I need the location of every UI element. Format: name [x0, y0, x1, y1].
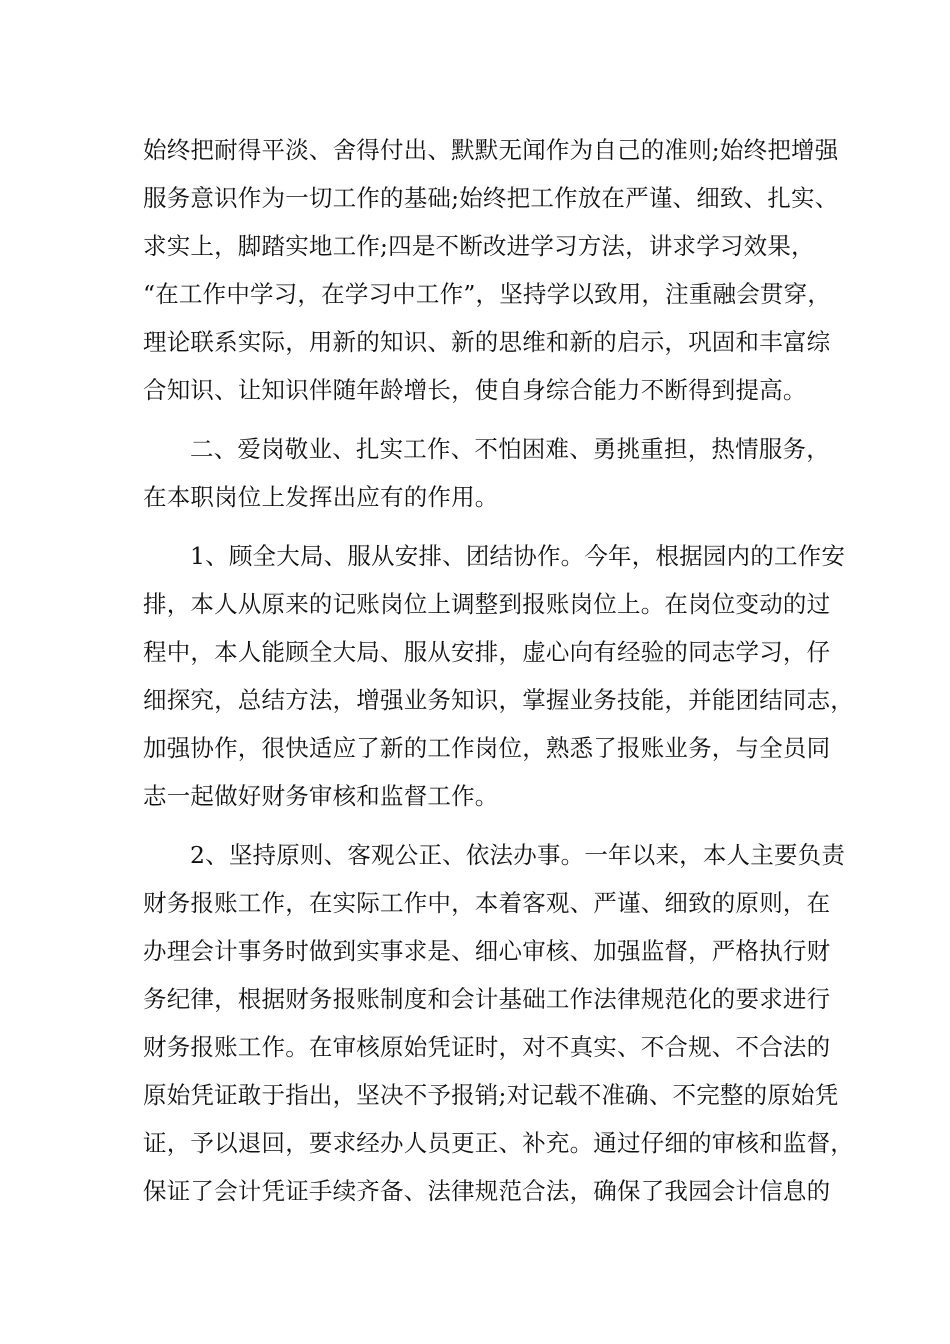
text-line: 服务意识作为一切工作的基础;始终把工作放在严谨、细致、扎实、 [143, 184, 839, 212]
text-line: 务纪律，根据财务报账制度和会计基础工作法律规范化的要求进行 [143, 985, 831, 1013]
text-line: 财务报账工作，在实际工作中，本着客观、严谨、细致的原则，在 [143, 889, 831, 917]
text-line: 程中，本人能顾全大局、服从安排，虚心向有经验的同志学习，仔 [143, 638, 831, 666]
text-line: 财务报账工作。在审核原始凭证时，对不真实、不合规、不合法的 [143, 1033, 831, 1061]
text-line: 始终把耐得平淡、舍得付出、默默无闻作为自己的准则;始终把增强 [143, 136, 839, 164]
text-line: 办理会计事务时做到实事求是、细心审核、加强监督，严格执行财 [143, 937, 831, 965]
section-heading-line: 二、爱岗敬业、扎实工作、不怕困难、勇挑重担，热情服务， [190, 435, 830, 463]
text-line: 原始凭证敢于指出，坚决不予报销;对记载不准确、不完整的原始凭 [143, 1081, 839, 1109]
text-line: 加强协作，很快适应了新的工作岗位，熟悉了报账业务，与全员同 [143, 734, 831, 762]
text-line: 理论联系实际，用新的知识、新的思维和新的启示，巩固和丰富综 [143, 328, 831, 356]
text-line: 1、顾全大局、服从安排、团结协作。今年，根据园内的工作安 [190, 542, 846, 570]
text-line: 细探究，总结方法，增强业务知识，掌握业务技能，并能团结同志， [143, 686, 854, 714]
text-line: “在工作中学习，在学习中工作”，坚持学以致用，注重融会贯穿， [143, 280, 832, 308]
text-line: 合知识、让知识伴随年龄增长，使自身综合能力不断得到提高。 [143, 376, 807, 404]
section-heading-line: 在本职岗位上发挥出应有的作用。 [143, 483, 499, 511]
text-line: 排，本人从原来的记账岗位上调整到报账岗位上。在岗位变动的过 [143, 590, 831, 618]
text-line: 志一起做好财务审核和监督工作。 [143, 782, 499, 810]
text-line: 证，予以退回，要求经办人员更正、补充。通过仔细的审核和监督， [143, 1129, 854, 1157]
text-line: 保证了会计凭证手续齐备、法律规范合法，确保了我园会计信息的 [143, 1177, 831, 1205]
text-line: 2、坚持原则、客观公正、依法办事。一年以来，本人主要负责 [190, 841, 846, 869]
text-line: 求实上，脚踏实地工作;四是不断改进学习方法，讲求学习效果， [143, 232, 815, 260]
